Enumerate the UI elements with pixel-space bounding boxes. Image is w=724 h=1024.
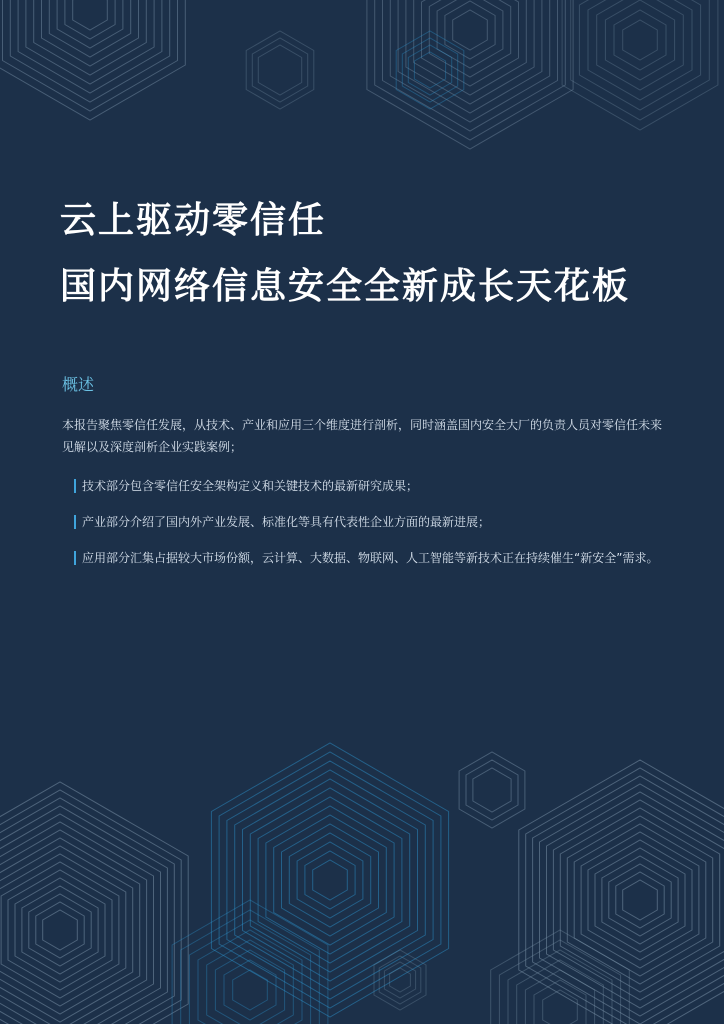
hexagon-outline [414, 52, 445, 88]
hexagon-outline [266, 806, 394, 954]
hexagon-outline [0, 790, 181, 1024]
hexagon-outline [305, 851, 355, 909]
hexagon-outline [623, 20, 658, 60]
hexagon-outline [219, 752, 441, 1008]
hexagon-outline [499, 940, 620, 1024]
hexagon-outline [567, 816, 712, 984]
bullet-marker [74, 479, 76, 493]
hexagon-outline [243, 779, 418, 981]
hexagon-outline [429, 0, 510, 77]
hexagon-outline [375, 0, 566, 140]
overview-bullet-list [74, 476, 674, 584]
hexagon-outline [605, 0, 674, 80]
hexagon-outline [57, 0, 123, 48]
hexagon-outline [0, 822, 154, 1024]
hexagon-outline [379, 956, 421, 1004]
hexagon-outline [258, 797, 402, 963]
hexagon-outline [0, 838, 140, 1022]
hexagon-outline [224, 960, 276, 1020]
hexagon-outline [406, 0, 534, 104]
hexagon-outline [43, 910, 78, 950]
hexagon-outline [0, 798, 174, 1024]
bullet-marker [74, 551, 76, 565]
hexagon-outline [402, 38, 457, 102]
hexagon-outline [0, 846, 133, 1014]
hexagon-outline [491, 930, 630, 1024]
hexagon-outline [49, 0, 130, 57]
hexagon-outline [42, 0, 139, 66]
hexagon-outline [274, 815, 387, 945]
hexagon-outline [181, 910, 320, 1024]
bullet-marker [74, 515, 76, 529]
bullet-text: 产业部分介绍了国内外产业发展、标准化等具有代表性企业方面的最新进展； [82, 515, 491, 529]
hexagon-outline [73, 0, 108, 30]
hexagon-outline [384, 962, 415, 998]
hexagon-outline [374, 950, 426, 1010]
hexagon-outline [459, 752, 525, 828]
hexagon-outline [526, 768, 724, 1024]
hexagon-outline [0, 0, 185, 120]
hexagon-outline [553, 800, 724, 1000]
hexagon-outline [172, 900, 328, 1024]
hexagon-outline [588, 0, 692, 100]
hexagon-outline [595, 848, 685, 952]
hexagon-outline [414, 0, 527, 95]
hexagon-outline [1, 862, 119, 998]
hexagon-outline [227, 761, 433, 999]
hexagon-outline [258, 45, 301, 95]
overview-heading: 概述 [62, 375, 95, 394]
hexagon-outline [597, 0, 684, 90]
hexagon-outline [453, 10, 488, 50]
hexagon-outline [235, 770, 426, 990]
hexagon-outline [437, 0, 503, 68]
hexagon-outline [396, 31, 464, 109]
hexagon-outline [560, 808, 719, 992]
hexagon-outline [246, 31, 314, 109]
hexagon-outline [390, 0, 549, 122]
hexagon-outline [297, 842, 363, 918]
hexagon-outline [3, 0, 178, 111]
hexagon-outline [282, 824, 379, 936]
hexagon-outline [540, 784, 724, 1016]
hexagon-outline [579, 0, 700, 110]
bullet-item-application [74, 548, 674, 584]
hexagon-outline [233, 970, 268, 1010]
hexagon-outline [0, 814, 161, 1024]
hexagon-outline [508, 950, 612, 1024]
hexagon-outline [602, 856, 678, 944]
hexagon-outline [18, 0, 162, 93]
hexagon-outline [543, 990, 578, 1024]
bullet-text: 技术部分包含零信任安全架构定义和关键技术的最新研究成果； [82, 479, 419, 493]
hexagon-outline [398, 0, 542, 113]
hexagon-outline [29, 894, 91, 966]
hexagon-outline [10, 0, 169, 102]
hexagon-outline [390, 968, 411, 992]
hexagon-outline [614, 10, 666, 70]
title-line-2: 国内网络信息安全全新成长天花板 [60, 266, 631, 307]
hexagon-outline [65, 0, 115, 39]
hexagon-outline [422, 0, 519, 86]
hexagon-outline [215, 950, 284, 1024]
hexagon-outline [36, 902, 84, 958]
hexagon-outline [533, 776, 724, 1024]
hexagon-outline [8, 870, 112, 990]
overview-intro: 本报告聚焦零信任发展，从技术、产业和应用三个维度进行剖析，同时涵盖国内安全大厂的负责人员对零信任未来见解以及深度剖析企业实践案例； [62, 418, 663, 454]
hexagon-outline [581, 832, 699, 968]
hexagon-outline [313, 860, 348, 900]
hexagon-outline [0, 830, 147, 1024]
bullet-item-industry [74, 512, 674, 548]
hexagon-outline [517, 960, 604, 1024]
hexagon-outline [562, 0, 718, 130]
hexagon-outline [250, 788, 409, 972]
hexagon-outline [207, 940, 294, 1024]
hexagon-outline [445, 1, 495, 59]
hexagon-outline [571, 0, 710, 120]
hexagon-outline [408, 45, 451, 95]
hexagon-outline [534, 980, 586, 1024]
hexagon-outline [473, 768, 511, 812]
hexagon-outline [525, 970, 594, 1024]
bullet-item-technology [74, 476, 674, 512]
bullet-text: 应用部分汇集占据较大市场份额，云计算、大数据、物联网、人工智能等新技术正在持续催生“新安全”需求。 [82, 551, 659, 565]
hexagon-outline [588, 840, 692, 960]
title-line-1: 云上驱动零信任 [60, 200, 327, 241]
hexagon-outline [289, 833, 370, 927]
hexagon-outline [367, 0, 573, 149]
hexagon-outline [519, 760, 724, 1024]
hexagon-outline [0, 782, 188, 1024]
hexagon-outline [0, 806, 167, 1024]
hexagon-outline [623, 880, 658, 920]
hexagon-outline [34, 0, 147, 75]
hexagon-outline [198, 930, 302, 1024]
hexagon-outline [189, 920, 310, 1024]
hexagon-outline [609, 864, 671, 936]
hexagon-outline [252, 38, 307, 102]
hexagon-outline [574, 824, 706, 976]
hexagon-outline [466, 760, 518, 820]
hexagon-outline [0, 854, 126, 1006]
hexagon-outline [616, 872, 664, 928]
hexagon-outline [383, 0, 558, 131]
hexagon-outline [22, 886, 98, 974]
report-title [60, 188, 680, 320]
hexagon-outline [211, 743, 448, 1017]
hexagon-outline [547, 792, 724, 1008]
hexagon-outline [15, 878, 105, 982]
hexagon-outline [26, 0, 154, 84]
